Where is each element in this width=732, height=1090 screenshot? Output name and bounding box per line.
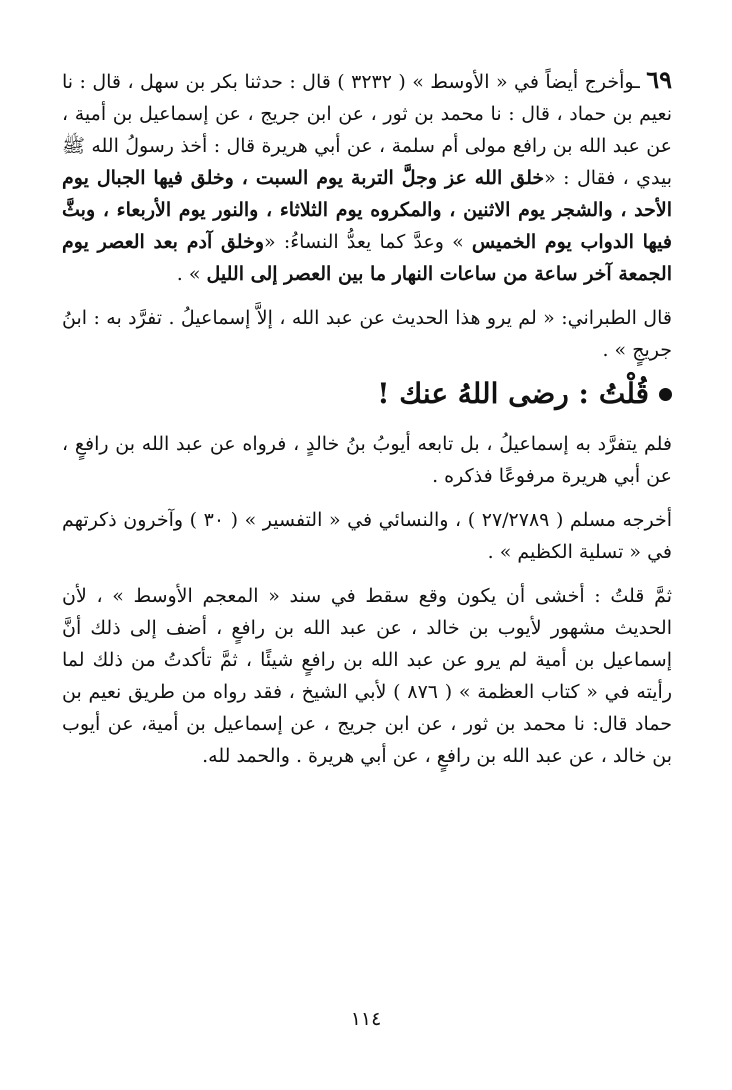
hadith-number-separator: ـ bbox=[634, 71, 647, 93]
heading-rest: : رضى اللهُ عنك ! bbox=[377, 377, 589, 410]
paragraph-takhrij: أخرجه مسلم ( ٢٧/٢٧٨٩ ) ، والنسائي في « التفسير » ( ٣٠ ) وآخرون ذكرتهم في « تسلية الكظيم » . bbox=[62, 509, 672, 563]
paragraph-mutabaah: فلم يتفرَّد به إسماعيلُ ، بل تابعه أيوبُ بنُ خالدٍ ، فرواه عن عبد الله بن رافعٍ ، عن أبي هريرة مرفوعًا فذكره . bbox=[62, 433, 672, 487]
hadith-text-adam: وخلق آدم بعد العصر يوم الجمعة آخر ساعة من ساعات النهار ما بين العصر إلى الليل bbox=[62, 231, 672, 285]
hadith-paragraph bbox=[62, 64, 672, 290]
tabarani-note: قال الطبراني: « لم يرو هذا الحديث عن عبد الله ، إلاَّ إسماعيلُ . تفرَّد به : ابنُ جريجٍ » . bbox=[62, 307, 672, 361]
paragraph-conclusion: ثمَّ قلتُ : أخشى أن يكون وقع سقط في سند « المعجم الأوسط » ، لأن الحديث مشهور لأيوب بن خالد ، عن عبد الله بن رافعٍ ، أضف إلى ذلك أنَّ إسماعيل بن أمية لم يرو عن عبد الله بن رافعٍ شيئًا ، ثمَّ تأكدتُ من ذلك لما رأيته في « كتاب العظمة » ( ٨٧٦ ) لأبي الشيخ ، فقد رواه من طريق نعيم بن حماد قال: نا محمد بن ثور ، عن ابن جريج ، عن إسماعيل بن أمية، عن أيوب بن خالد ، عن عبد الله بن رافعٍ ، عن أبي هريرة . والحمد لله. bbox=[62, 585, 672, 767]
section-heading bbox=[62, 370, 672, 418]
hadith-number: ٦٩ bbox=[646, 65, 672, 94]
hadith-end: » . bbox=[176, 263, 207, 285]
hadith-mid: » وعدَّ كما يعدُّ النساءُ: « bbox=[264, 231, 472, 253]
heading-qultu: قُلْتُ bbox=[598, 377, 649, 410]
page-body bbox=[62, 64, 672, 772]
page-number: ١١٤ bbox=[350, 1008, 382, 1030]
bullet-icon bbox=[659, 388, 672, 401]
hadith-text-creation: خلق الله عز وجلَّ التربة يوم السبت ، وخلق فيها الجبال يوم الأحد ، والشجر يوم الاثنين ، والمكروه يوم الثلاثاء ، والنور يوم الأربعاء ، وبثَّ فيها الدواب يوم الخميس bbox=[62, 167, 673, 253]
hadith-intro: وأخرج أيضاً في « الأوسط » ( ٣٢٣٢ ) قال : حدثنا بكر بن سهل ، قال : نا نعيم بن حماد ، قال : نا محمد بن ثور ، عن ابن جريج ، عن إسماعيل بن أمية ، عن عبد الله بن رافع مولى أم سلمة ، عن أبي هريرة قال : أخذ رسولُ الله ﷺ بيدي ، فقال : « bbox=[62, 71, 672, 189]
